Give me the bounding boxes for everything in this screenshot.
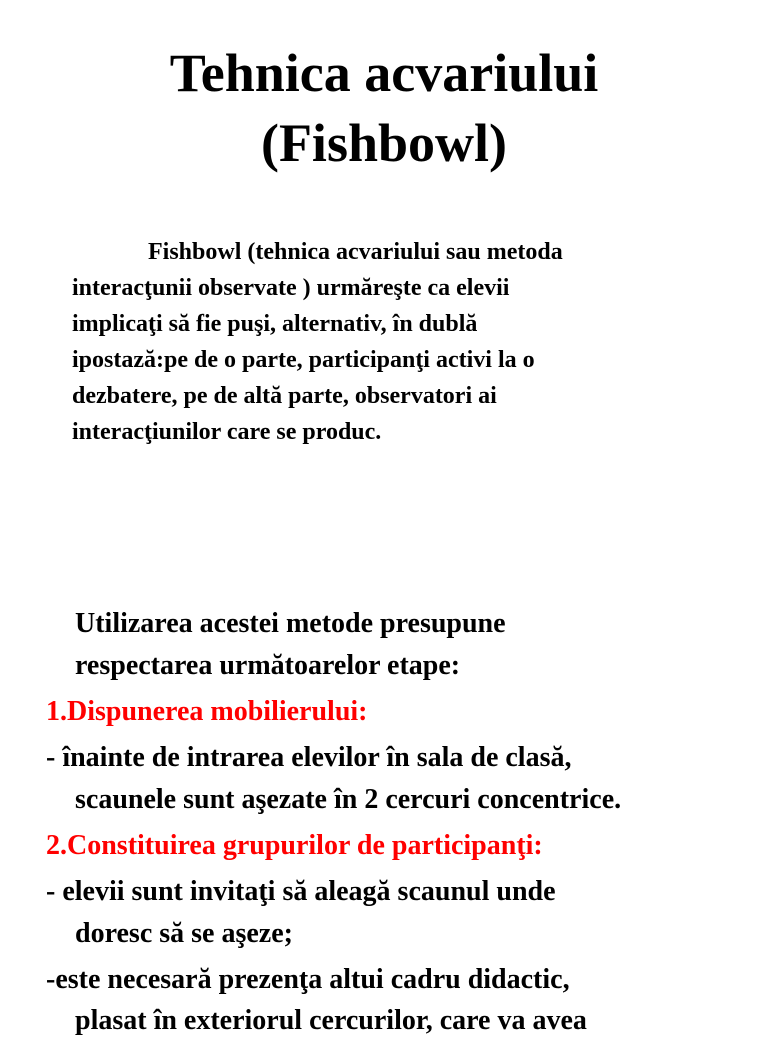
intro-paragraph — [72, 234, 712, 450]
step-1-text-line-2: scaunele sunt aşezate în 2 cercuri concentrice. — [75, 784, 622, 815]
step-2-text2-line-2: plasat în exteriorul cercurilor, care va avea — [75, 1005, 587, 1036]
intro-line: interacţunii observate ) urmăreşte ca elevii — [72, 275, 510, 301]
step-2-text2-line-1: -este necesară prezenţa altui cadru didactic, — [46, 964, 570, 995]
step-1-heading: 1.Dispunerea mobilierului: — [46, 696, 368, 727]
page-title-line-2: (Fishbowl) — [260, 113, 508, 173]
step-2-text-line-2: doresc să se aşeze; — [75, 918, 293, 949]
step-2-heading: 2.Constituirea grupurilor de participanţi: — [46, 830, 543, 861]
page-title-line-1: Tehnica acvariului — [169, 43, 599, 103]
intro-line: implicaţi să fie puşi, alternativ, în dublă — [72, 311, 478, 337]
stages-lead-line-1: Utilizarea acestei metode presupune — [75, 608, 506, 639]
intro-line: dezbatere, pe de altă parte, observatori ai — [72, 383, 497, 409]
intro-line: Fishbowl (tehnica acvariului sau metoda — [148, 239, 563, 265]
intro-line: interacţiunilor care se produc. — [72, 419, 382, 445]
intro-line: ipostază:pe de o parte, participanţi activi la o — [72, 347, 535, 373]
step-2-text-line-1: - elevii sunt invitaţi să aleagă scaunul unde — [46, 876, 556, 907]
step-1-text-line-1: - înainte de intrarea elevilor în sala de clasă, — [46, 742, 572, 773]
stages-lead-line-2: respectarea următoarelor etape: — [75, 650, 461, 681]
